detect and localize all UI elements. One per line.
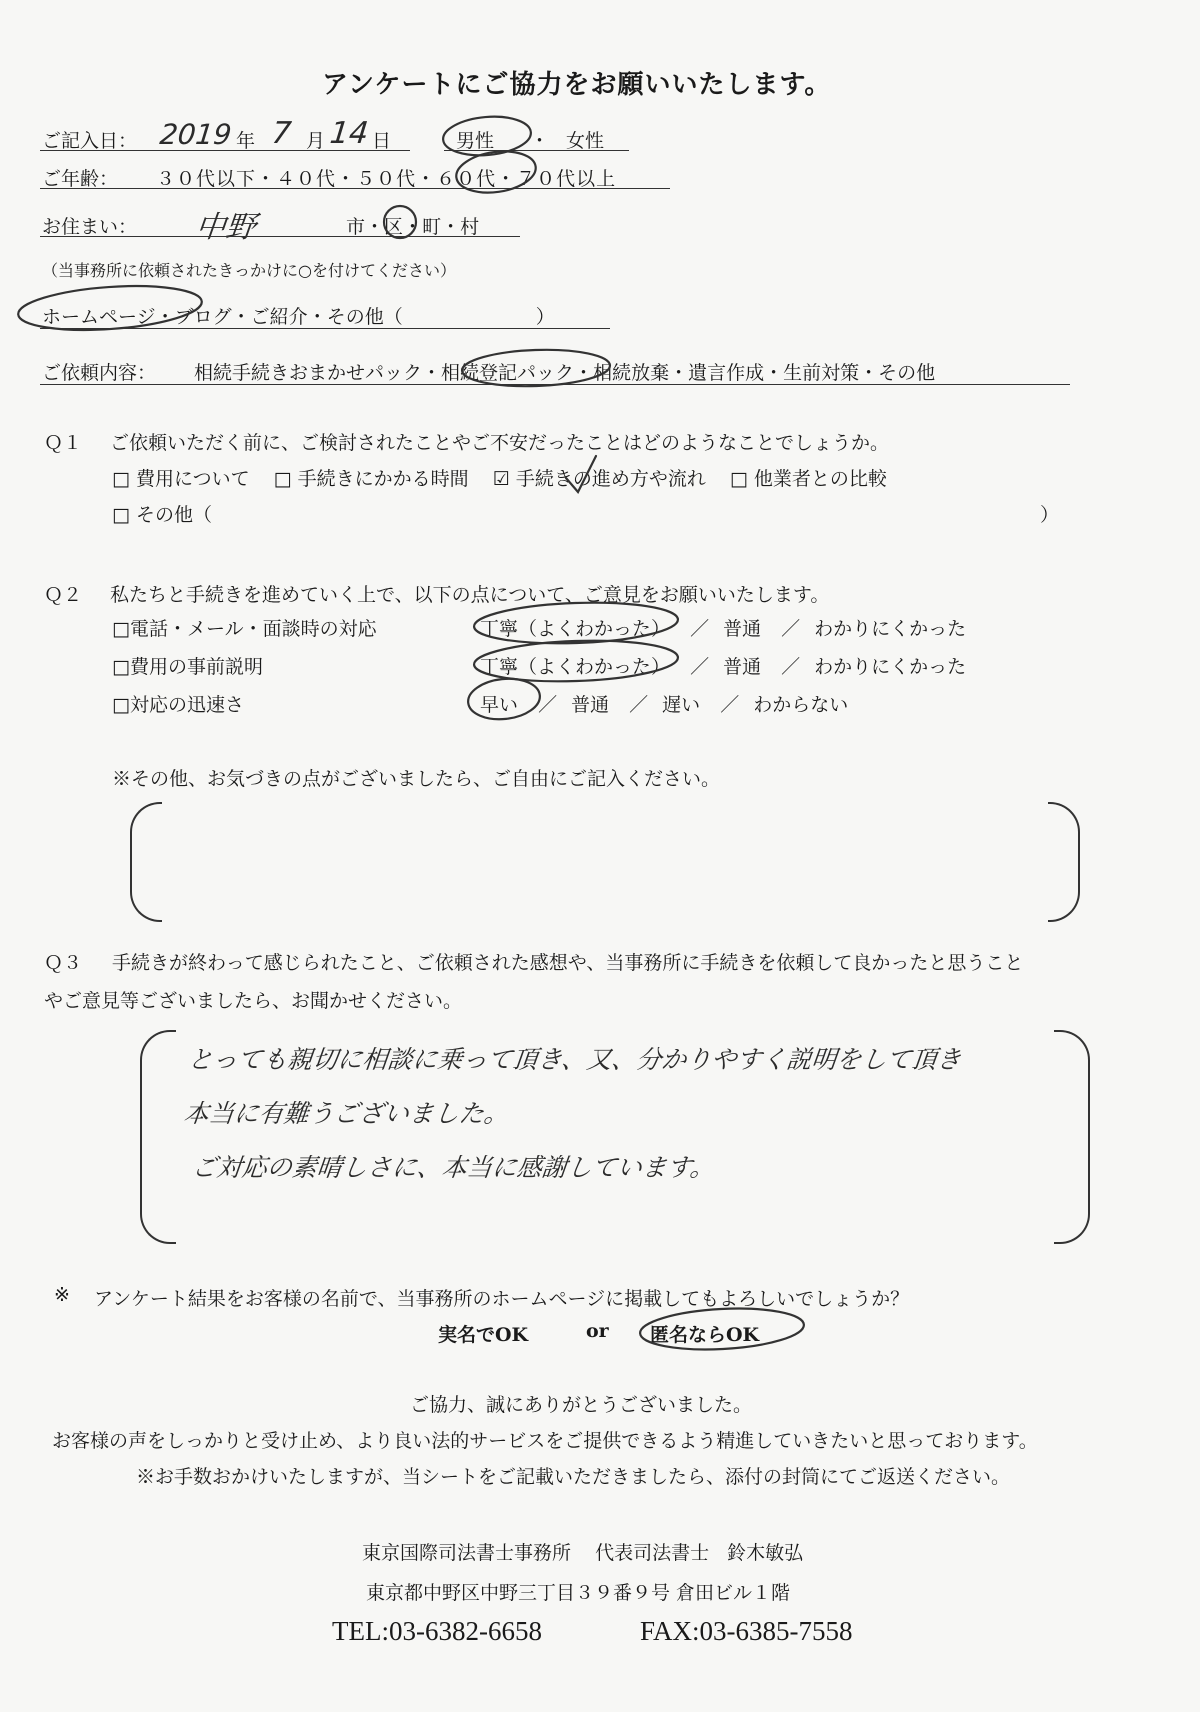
publish-real-name-option[interactable]: 実名でOK (438, 1324, 529, 1346)
request-label: ご依頼内容： (42, 362, 157, 384)
q1-question: ご依頼いただく前に、ご検討されたことやご不安だったことはどのようなことでしょうか。 (110, 432, 890, 454)
entry-month-value[interactable]: 7 (270, 116, 293, 151)
age-option-30s[interactable]: ３０代以下 (156, 168, 257, 190)
q2-fee-normal[interactable]: 普通 (723, 656, 762, 678)
q1-checkbox-compare[interactable]: □ (729, 468, 748, 490)
referral-other[interactable]: その他（ ） (326, 306, 555, 328)
referral-underline (40, 328, 610, 329)
q2-contact-normal[interactable]: 普通 (723, 618, 762, 640)
q3-answer-line3: ご対応の素晴しさに、本当に感謝しています。 (190, 1153, 717, 1182)
request-options: 相続手続きおまかせパック・相続登記パック・相続放棄・遺言作成・生前対策・その他 (194, 362, 936, 384)
publish-anonymous-option[interactable]: 匿名ならOK (650, 1324, 760, 1346)
q1-checkbox-process[interactable]: ☑ (492, 468, 510, 490)
q2-comment-left-bracket (130, 802, 162, 922)
month-unit: 月 (306, 130, 326, 152)
gender-male[interactable]: 男性 (456, 130, 495, 152)
referral-blog[interactable]: ブログ (174, 306, 232, 328)
referral-note: （当事務所に依頼されたきっかけに○を付けてください） (42, 261, 456, 280)
publish-or: or (586, 1320, 609, 1342)
request-will[interactable]: 遺言作成 (688, 362, 765, 384)
office-name: 東京国際司法書士事務所 (362, 1542, 572, 1564)
age-option-50s[interactable]: ５０代 (356, 168, 417, 190)
q2-row-label-speed[interactable]: □対応の迅速さ (112, 694, 244, 716)
q3-question-line2: やご意見等ございましたら、お聞かせください。 (44, 990, 463, 1012)
q1-option-compare: 他業者との比較 (753, 468, 887, 490)
age-label: ご年齢： (42, 168, 119, 190)
office-fax: FAX:03-6385-7558 (640, 1616, 853, 1646)
q2-row-options-speed: 早い ／ 普通 ／ 遅い ／ わからない (480, 694, 849, 716)
q3-number: Ｑ３ (44, 952, 83, 974)
age-option-70s[interactable]: ７０代以上 (516, 168, 617, 190)
q2-row-options-fee: 丁寧（よくわかった） ／ 普通 ／ わかりにくかった (480, 656, 967, 678)
address-city[interactable]: 市 (346, 216, 366, 238)
page-title: アンケートにご協力をお願いいたします。 (322, 70, 832, 100)
entry-date-underline (40, 150, 410, 151)
referral-options: ホームページ・ブログ・ご紹介・その他（ ） (42, 306, 555, 328)
q2-contact-unclear[interactable]: わかりにくかった (814, 618, 967, 640)
request-renunciation[interactable]: 相続放棄 (593, 362, 670, 384)
q1-options-row (112, 464, 887, 491)
request-other[interactable]: その他 (878, 362, 936, 384)
q2-speed-slow[interactable]: 遅い (662, 694, 701, 716)
q1-checkbox-time[interactable]: □ (273, 468, 292, 490)
q3-answer-left-bracket (140, 1030, 176, 1244)
address-value[interactable]: 中野 (193, 210, 258, 245)
request-registration-pack[interactable]: 相続登記パック (441, 362, 575, 384)
closing-line2: お客様の声をしっかりと受け止め、より良い法的サービスをご提供できるよう精進していきたいと思っております。 (52, 1430, 1038, 1452)
q2-row-options-contact: 丁寧（よくわかった） ／ 普通 ／ わかりにくかった (480, 618, 967, 640)
q2-speed-normal[interactable]: 普通 (571, 694, 610, 716)
q3-answer-box[interactable] (140, 1030, 1090, 1242)
address-label: お住まい： (42, 216, 138, 238)
closing-thanks: ご協力、誠にありがとうございました。 (410, 1394, 753, 1416)
q2-speed-fast[interactable]: 早い (480, 694, 519, 716)
age-options: ３０代以下・４０代・５０代・６０代・７０代以上 (156, 168, 617, 190)
publish-question: アンケート結果をお客様の名前で、当事務所のホームページに掲載してもよろしいでしょうか？ (94, 1288, 910, 1310)
office-address: 東京都中野区中野三丁目３９番９号 倉田ビル１階 (366, 1582, 791, 1604)
q1-option-cost: 費用について (136, 468, 250, 490)
office-tel: TEL:03-6382-6658 (332, 1616, 542, 1646)
q1-other-label: その他（ (136, 504, 213, 526)
address-ward[interactable]: 区 (384, 216, 404, 238)
office-rep-title: 代表司法書士 (595, 1542, 710, 1564)
q1-number: Ｑ１ (44, 432, 83, 454)
q2-fee-polite[interactable]: 丁寧（よくわかった） (480, 656, 671, 678)
q2-fee-unclear[interactable]: わかりにくかった (814, 656, 967, 678)
age-option-60s[interactable]: ６０代 (436, 168, 497, 190)
address-village[interactable]: 村 (460, 216, 480, 238)
entry-day-value[interactable]: 14 (328, 116, 371, 151)
request-full-pack[interactable]: 相続手続きおまかせパック (194, 362, 423, 384)
request-underline (40, 384, 1070, 385)
publish-mark: ※ (54, 1284, 70, 1306)
q2-question: 私たちと手続きを進めていく上で、以下の点について、ご意見をお願いいたします。 (110, 584, 830, 606)
q3-answer-line1: とっても親切に相談に乗って頂き、又、分かりやすく説明をして頂き (186, 1045, 963, 1074)
address-options: 市・区・町・村 (346, 216, 480, 238)
q1-other-row (112, 500, 212, 527)
request-estate-planning[interactable]: 生前対策 (783, 362, 860, 384)
closing-line3: ※お手数おかけいたしますが、当シートをご記載いただきましたら、添付の封筒にてご返送ください。 (136, 1466, 1011, 1488)
office-signature (362, 1538, 803, 1565)
q3-question-line1: 手続きが終わって感じられたこと、ご依頼された感想や、当事務所に手続きを依頼して良かったと思うこと (112, 952, 1024, 974)
q2-number: Ｑ２ (44, 584, 83, 606)
q2-comment-right-bracket (1048, 802, 1080, 922)
gender-female[interactable]: 女性 (566, 130, 605, 152)
q2-speed-unknown[interactable]: わからない (753, 694, 849, 716)
q1-checkbox-cost[interactable]: □ (112, 468, 130, 490)
entry-date-label: ご記入日： (42, 130, 138, 152)
age-option-40s[interactable]: ４０代 (276, 168, 337, 190)
q3-answer-line2: 本当に有難うございました。 (182, 1099, 511, 1128)
gender-underline (444, 150, 629, 151)
q2-contact-polite[interactable]: 丁寧（よくわかった） (480, 618, 671, 640)
q2-note: ※その他、お気づきの点がございましたら、ご自由にご記入ください。 (112, 768, 721, 790)
address-underline (40, 236, 520, 237)
referral-introduction[interactable]: ご紹介 (250, 306, 308, 328)
age-underline (40, 188, 670, 189)
office-rep-name: 鈴木敏弘 (727, 1542, 804, 1564)
q1-option-process: 手続きの進め方や流れ (515, 468, 706, 490)
year-unit: 年 (236, 130, 256, 152)
entry-year-value[interactable]: 2019 (158, 118, 233, 151)
q1-checkbox-other[interactable]: □ (112, 504, 130, 526)
q3-answer-right-bracket (1054, 1030, 1090, 1244)
address-town[interactable]: 町 (422, 216, 442, 238)
gender-separator: ・ (530, 130, 550, 152)
q2-comment-box[interactable] (130, 802, 1080, 920)
q1-option-time: 手続きにかかる時間 (297, 468, 469, 490)
referral-homepage[interactable]: ホームページ (42, 306, 156, 328)
q1-other-close: ） (1040, 504, 1060, 526)
q2-row-label-contact[interactable]: □電話・メール・面談時の対応 (112, 618, 377, 640)
q2-row-label-fee[interactable]: □費用の事前説明 (112, 656, 263, 678)
day-unit: 日 (372, 130, 392, 152)
